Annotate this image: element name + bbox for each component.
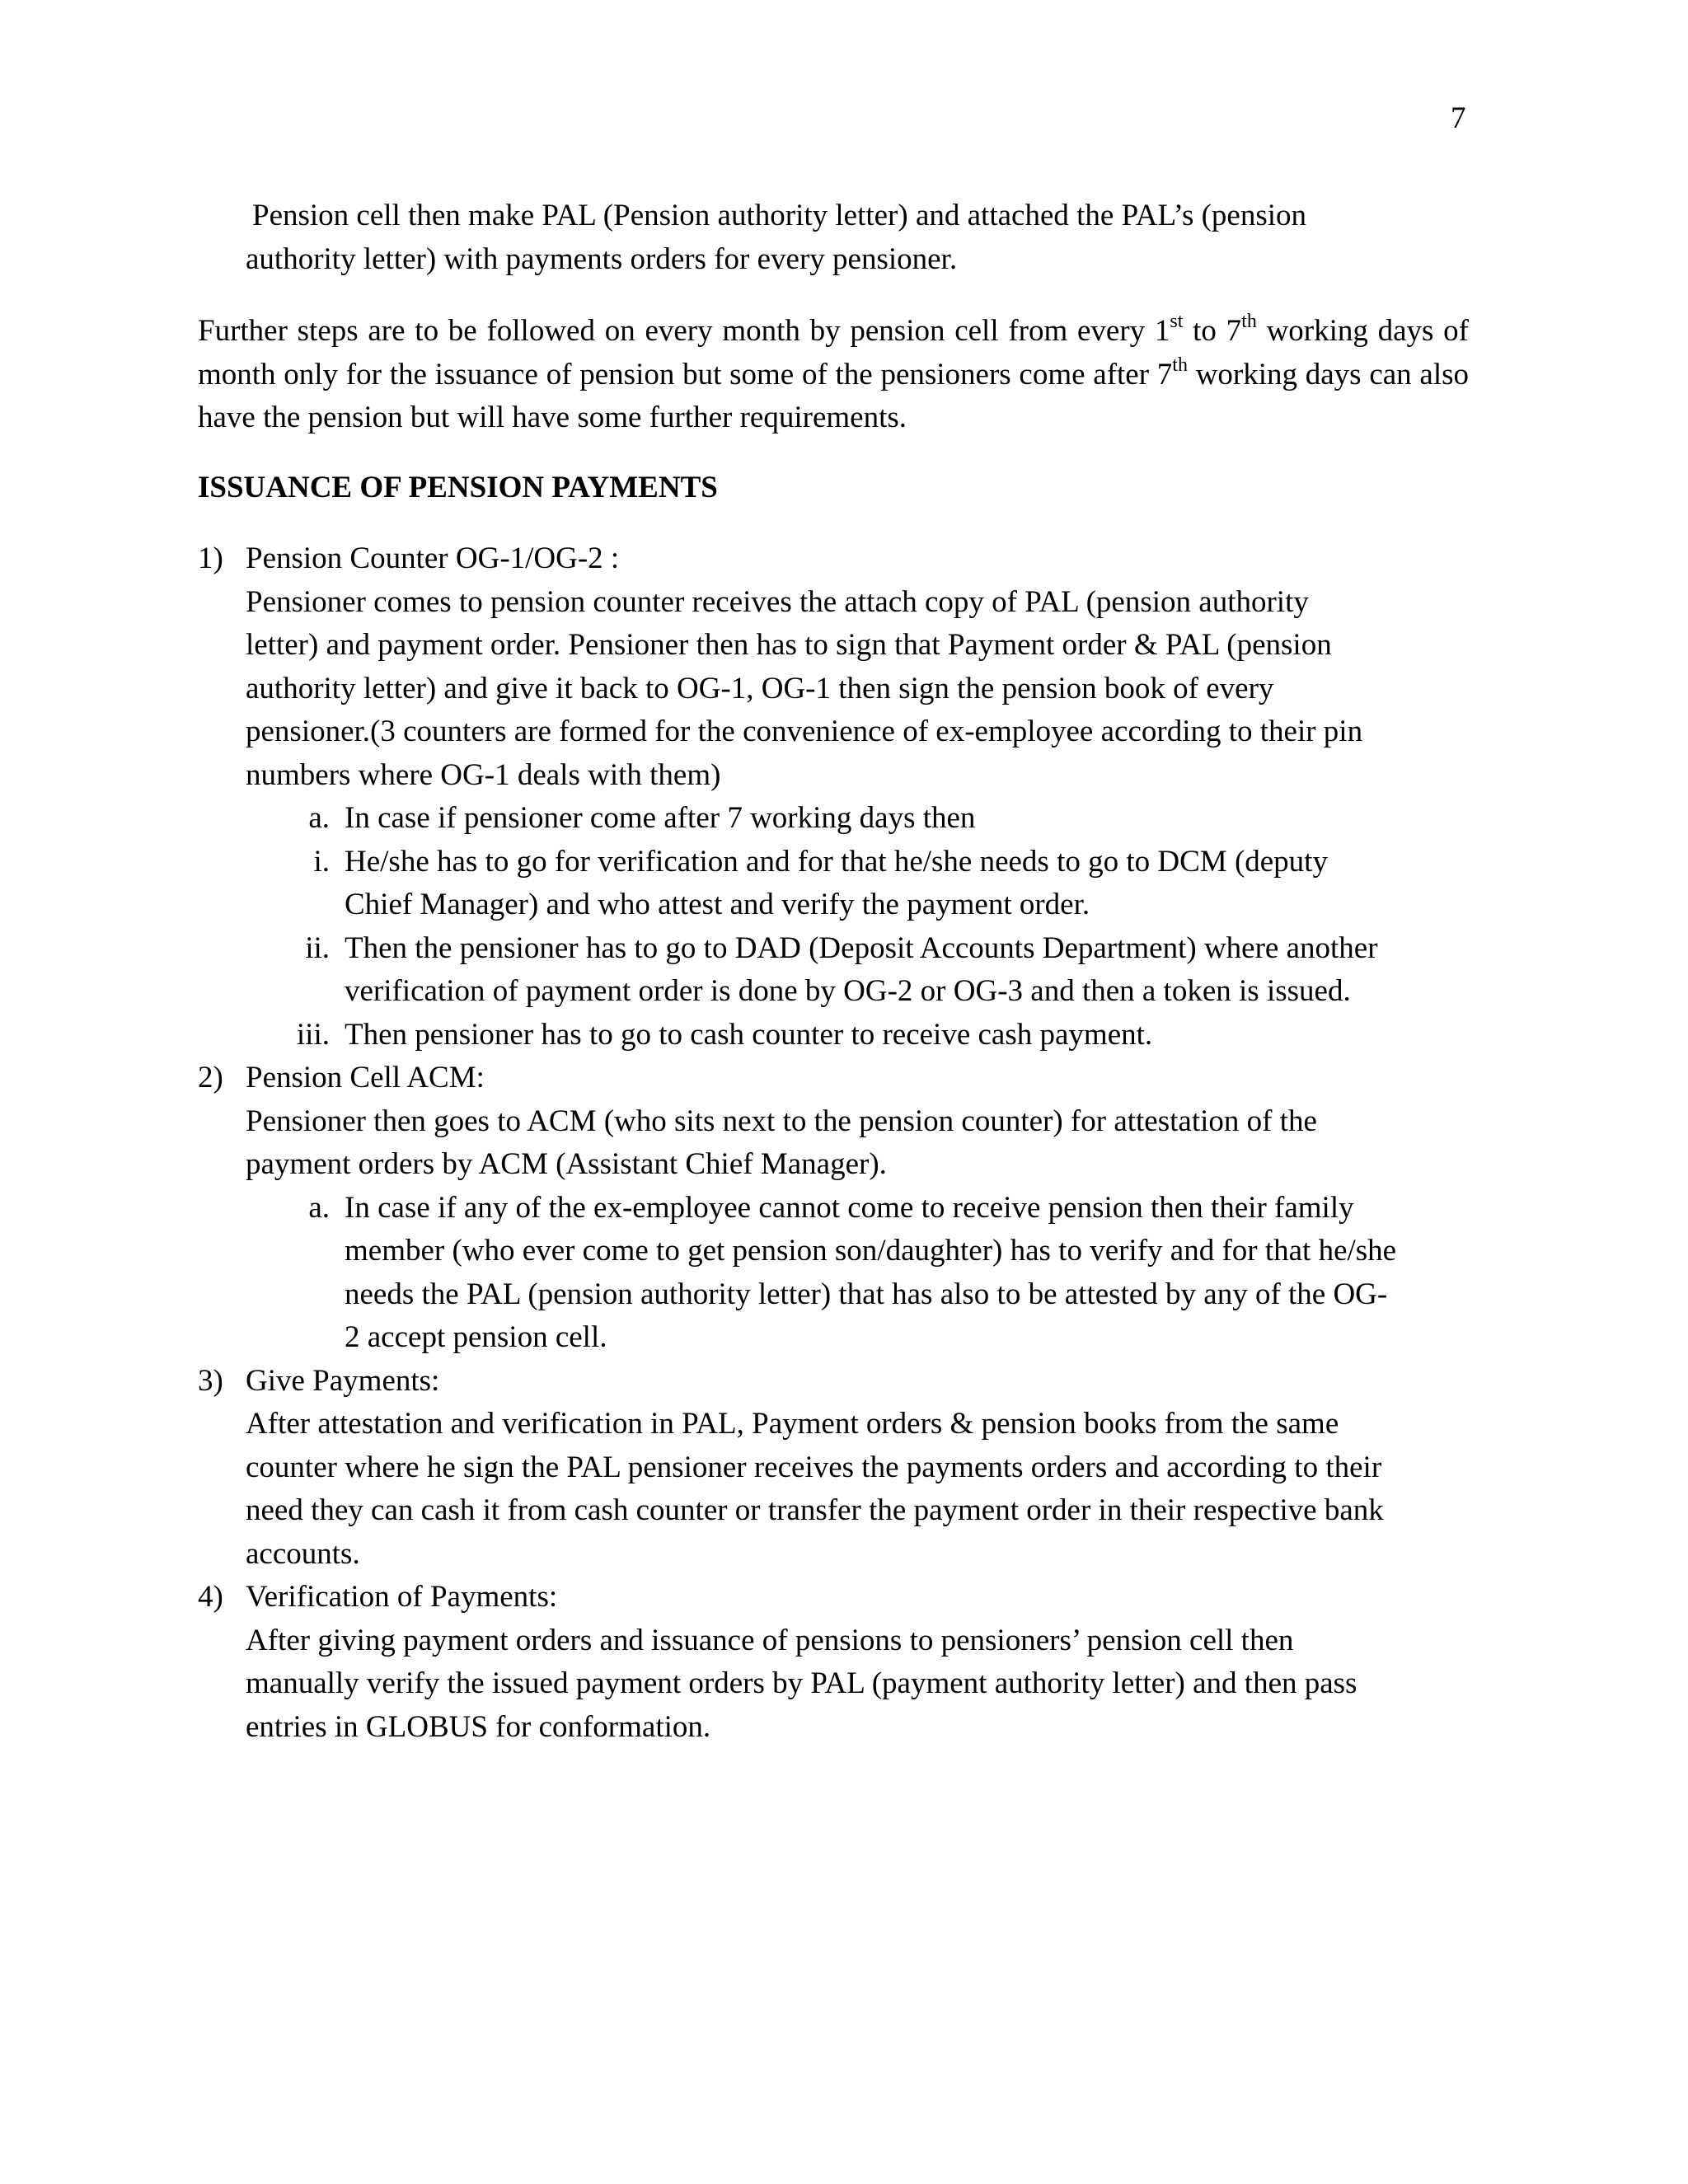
sub-item-text: He/she has to go for verification and for that he/she needs to go to DCM (deputy [345,844,1328,879]
sub-item-text: Chief Manager) and who attest and verify the payment order. [345,888,1090,921]
sub-item-text: member (who ever come to get pension son/daughter) has to verify and for that he/she [345,1234,1397,1268]
list-item-title [198,1057,1484,1100]
list-item-title-text: Give Payments: [246,1363,440,1398]
sub-item-line [198,927,1484,971]
list-item-title [198,1576,1484,1619]
list-item-title [198,1360,1484,1404]
sub-item-line [198,883,1484,927]
list-item-body-line: numbers where OG-1 deals with them) [246,757,721,792]
sub-item-text: In case if pensioner come after 7 working days then [345,801,976,835]
superscript-st: st [1170,311,1184,332]
list-item-body-line: letter) and payment order. Pensioner then has to sign that Payment order & PAL (pension [246,628,1332,662]
sub-item-text: Then pensioner has to go to cash counter to receive cash payment. [345,1017,1153,1052]
intro-line-2: authority letter) with payments orders for every pensioner. [246,241,958,276]
further-text-2: to 7 [1183,314,1242,348]
further-text-1: Further steps are to be followed on every month by pension cell from every 1 [198,314,1170,348]
list-item-body-line: pensioner.(3 counters are formed for the convenience of ex-employee according to their pin [246,715,1363,748]
list-item-body-line: manually verify the issued payment orders by PAL (payment authority letter) and then pass [246,1666,1357,1700]
sub-item-line [198,1230,1484,1273]
section-heading: ISSUANCE OF PENSION PAYMENTS [198,471,718,504]
list-item-title-text: Verification of Payments: [246,1580,558,1614]
sub-item-line [198,1187,1484,1230]
sub-item-marker: ii. [305,930,330,965]
superscript-th-2: th [1172,354,1188,376]
intro-line-1: Pension cell then make PAL (Pension authority letter) and attached the PAL’s (pension [252,199,1307,232]
further-steps-paragraph [198,310,1469,440]
list-item-body-line: Pensioner comes to pension counter receives the attach copy of PAL (pension authority [246,584,1309,619]
sub-item-text: 2 accept pension cell. [345,1320,607,1354]
list-item-title-text: Pension Cell ACM: [246,1061,485,1094]
sub-item-text: Then the pensioner has to go to DAD (Deposit Accounts Department) where another [345,930,1378,965]
further-text-3: working days of month only for the issuance of pension but some of the pensioners come after 7 [198,314,1470,391]
list-item-body-line: payment orders by ACM (Assistant Chief Manager). [246,1147,887,1181]
sub-item-line [198,1316,1484,1360]
list-item-number: 4) [198,1580,223,1614]
page-number: 7 [1451,101,1466,135]
sub-item-text: verification of payment order is done by OG-2 or OG-3 and then a token is issued. [345,974,1351,1008]
sub-item-text: In case if any of the ex-employee cannot come to receive pension then their family [345,1190,1354,1225]
intro-paragraph [246,194,1469,281]
list-item-body-line: authority letter) and give it back to OG-1, OG-1 then sign the pension book of every [246,671,1274,705]
list-item-number: 1) [198,541,223,575]
sub-item-line [198,1273,1484,1317]
sub-item-marker: iii. [296,1017,330,1052]
superscript-th: th [1241,311,1257,332]
list-item-body-line: counter where he sign the PAL pensioner receives the payments orders and according to their [246,1450,1382,1484]
list-item-body-line: entries in GLOBUS for conformation. [246,1709,711,1744]
sub-item-marker: i. [313,844,330,879]
sub-item-text: needs the PAL (pension authority letter) that has also to be attested by any of the OG- [345,1277,1388,1311]
list-item-body-line: accounts. [246,1536,360,1571]
sub-item-line [198,841,1484,884]
list-item-number: 2) [198,1061,223,1094]
sub-item-line [198,797,1484,841]
sub-item-line [198,970,1484,1014]
list-item-body-line: After attestation and verification in PAL, Payment orders & pension books from the same [246,1407,1339,1441]
list-item-body-line: Pensioner then goes to ACM (who sits next to the pension counter) for attestation of the [246,1104,1317,1138]
list-item-title [198,537,1484,581]
sub-item-line [198,1014,1484,1057]
sub-item-marker: a. [308,801,330,835]
list-item-title-text: Pension Counter OG-1/OG-2 : [246,541,620,575]
list-item-number: 3) [198,1363,223,1398]
pension-steps-list [198,537,1484,1749]
list-item-body-line: need they can cash it from cash counter or transfer the payment order in their respective bank [246,1493,1384,1527]
further-text-4: working days can also have the pension but will have some further requirements. [198,357,1469,434]
sub-item-marker: a. [308,1190,330,1225]
list-item-body-line: After giving payment orders and issuance of pensions to pensioners’ pension cell then [246,1623,1294,1657]
